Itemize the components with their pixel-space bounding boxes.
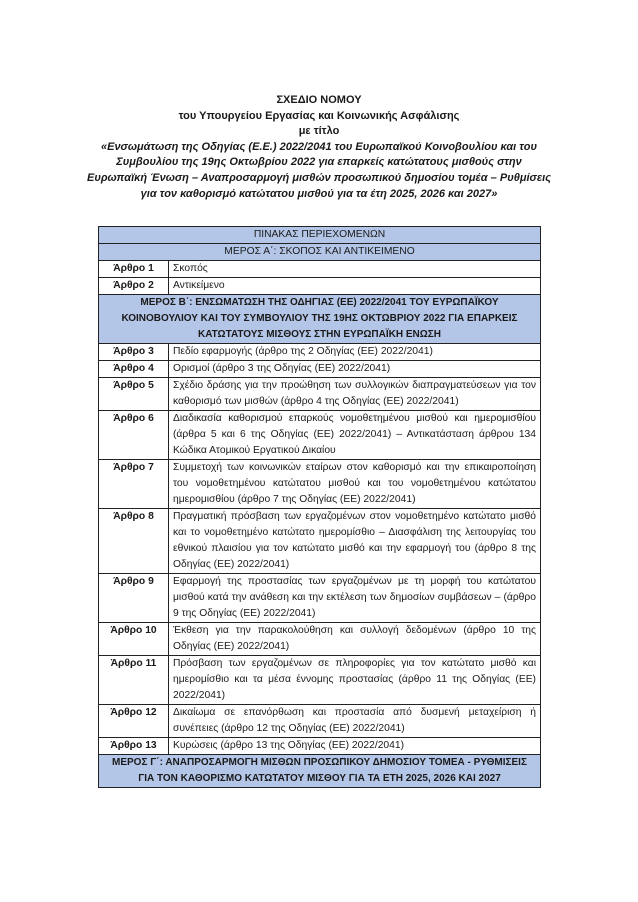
table-row (99, 411, 541, 460)
table-of-contents (98, 226, 541, 788)
doc-type-line: ΣΧΕΔΙΟ ΝΟΜΟΥ (276, 94, 362, 106)
table-row (99, 278, 541, 295)
table-row (99, 705, 541, 738)
article-description: Ορισμοί (άρθρο 3 της Οδηγίας (ΕΕ) 2022/2041) (169, 361, 541, 378)
article-number: Άρθρο 9 (99, 574, 169, 623)
article-number: Άρθρο 7 (99, 460, 169, 509)
article-description: Κυρώσεις (άρθρο 13 της Οδηγίας (ΕΕ) 2022/2041) (169, 738, 541, 755)
article-description: Σκοπός (169, 261, 541, 278)
article-description: Συμμετοχή των κοινωνικών εταίρων στον καθορισμό και την επικαιροποίηση του νομοθετημένου κατώτατου μισθού και του νομοθετημένου κατώτατου ημερομισθίου (άρθρο 7 της Οδηγίας (ΕΕ) 2022/2041) (169, 460, 541, 509)
table-row (99, 361, 541, 378)
article-number: Άρθρο 6 (99, 411, 169, 460)
article-description: Πεδίο εφαρμογής (άρθρο της 2 Οδηγίας (ΕΕ) 2022/2041) (169, 344, 541, 361)
article-description: Αντικείμενο (169, 278, 541, 295)
table-row (99, 656, 541, 705)
table-row (99, 460, 541, 509)
toc-heading-row (99, 227, 541, 244)
article-description: Έκθεση για την παρακολούθηση και συλλογή δεδομένων (άρθρο 10 της Οδηγίας (ΕΕ) 2022/2041) (169, 623, 541, 656)
document-header (86, 93, 552, 202)
table-row (99, 261, 541, 278)
article-number: Άρθρο 12 (99, 705, 169, 738)
article-number: Άρθρο 2 (99, 278, 169, 295)
article-number: Άρθρο 4 (99, 361, 169, 378)
article-description: Πραγματική πρόσβαση των εργαζομένων στον νομοθετημένο κατώτατο μισθό και το νομοθετημένο κατώτατο ημερομίσθιο – Διασφάλιση της λειτουργίας του εθνικού πλαισίου για τον κατώτατο μισθό και την εφαρμογή του (άρθρο 8 της Οδηγίας (ΕΕ) 2022/2041) (169, 509, 541, 574)
with-title-line: με τίτλο (298, 125, 340, 138)
toc-heading: ΠΙΝΑΚΑΣ ΠΕΡΙΕΧΟΜΕΝΩΝ (99, 227, 541, 244)
part-c-heading: ΜΕΡΟΣ Γ΄: ΑΝΑΠΡΟΣΑΡΜΟΓΗ ΜΙΣΘΩΝ ΠΡΟΣΩΠΙΚΟΥ ΔΗΜΟΣΙΟΥ ΤΟΜΕΑ - ΡΥΘΜΙΣΕΙΣ ΓΙΑ ΤΟΝ ΚΑΘΟΡΙΣΜΟ ΚΑΤΩΤΑΤΟΥ ΜΙΣΘΟΥ ΓΙΑ ΤΑ ΕΤΗ 2025, 2026 ΚΑΙ 2027 (99, 755, 541, 788)
article-description: Σχέδιο δράσης για την προώθηση των συλλογικών διαπραγματεύσεων για τον καθορισμό των μισθών (άρθρο 4 της Οδηγίας (ΕΕ) 2022/2041) (169, 378, 541, 411)
article-number: Άρθρο 11 (99, 656, 169, 705)
part-a-heading: ΜΕΡΟΣ Α΄: ΣΚΟΠΟΣ ΚΑΙ ΑΝΤΙΚΕΙΜΕΝΟ (99, 244, 541, 261)
ministry-line: του Υπουργείου Εργασίας και Κοινωνικής Ασφάλισης (178, 109, 460, 122)
table-row (99, 738, 541, 755)
article-description: Διαδικασία καθορισμού επαρκούς νομοθετημένου μισθού και ημερομισθίου (άρθρα 5 και 6 της Οδηγίας (ΕΕ) 2022/2041) – Αντικατάσταση άρθρου 134 Κώδικα Ατομικού Εργατικού Δικαίου (169, 411, 541, 460)
part-c-row (99, 755, 541, 788)
article-number: Άρθρο 10 (99, 623, 169, 656)
article-number: Άρθρο 5 (99, 378, 169, 411)
table-row (99, 344, 541, 361)
table-row (99, 378, 541, 411)
article-description: Δικαίωμα σε επανόρθωση και προστασία από δυσμενή μεταχείριση ή συνέπειες (άρθρο 12 της Οδηγίας (ΕΕ) 2022/2041) (169, 705, 541, 738)
article-number: Άρθρο 8 (99, 509, 169, 574)
article-number: Άρθρο 13 (99, 738, 169, 755)
article-number: Άρθρο 1 (99, 261, 169, 278)
table-row (99, 574, 541, 623)
article-number: Άρθρο 3 (99, 344, 169, 361)
part-b-heading: ΜΕΡΟΣ Β΄: ΕΝΣΩΜΑΤΩΣΗ ΤΗΣ ΟΔΗΓΙΑΣ (ΕΕ) 2022/2041 ΤΟΥ ΕΥΡΩΠΑΪΚΟΥ ΚΟΙΝΟΒΟΥΛΙΟΥ ΚΑΙ ΤΟΥ ΣΥΜΒΟΥΛΙΟΥ ΤΗΣ 19ΗΣ ΟΚΤΩΒΡΙΟΥ 2022 ΓΙΑ ΕΠΑΡΚΕΙΣ ΚΑΤΩΤΑΤΟΥΣ ΜΙΣΘΟΥΣ ΣΤΗΝ ΕΥΡΩΠΑΪΚΗ ΕΝΩΣΗ (99, 295, 541, 344)
table-row (99, 623, 541, 656)
part-a-row (99, 244, 541, 261)
table-row (99, 509, 541, 574)
bill-title: «Ενσωμάτωση της Οδηγίας (Ε.Ε.) 2022/2041 του Ευρωπαϊκού Κοινοβουλίου και του Συμβουλίου της 19ης Οκτωβρίου 2022 για επαρκείς κατώτατους μισθούς στην Ευρωπαϊκή Ένωση – Αναπροσαρμογή μισθών προσωπικού δημοσίου τομέα – Ρυθμίσεις για τον καθορισμό κατώτατου μισθού για τα έτη 2025, 2026 και 2027» (86, 140, 551, 200)
article-description: Εφαρμογή της προστασίας των εργαζομένων με τη μορφή του κατώτατου μισθού κατά την ανάθεση και την εκτέλεση των δημοσίων συμβάσεων – (άρθρο 9 της Οδηγίας (ΕΕ) 2022/2041) (169, 574, 541, 623)
part-b-row (99, 295, 541, 344)
article-description: Πρόσβαση των εργαζομένων σε πληροφορίες για τον κατώτατο μισθό και ημερομίσθιο και τα μέσα έννομης προστασίας (άρθρο 11 της Οδηγίας (ΕΕ) 2022/2041) (169, 656, 541, 705)
